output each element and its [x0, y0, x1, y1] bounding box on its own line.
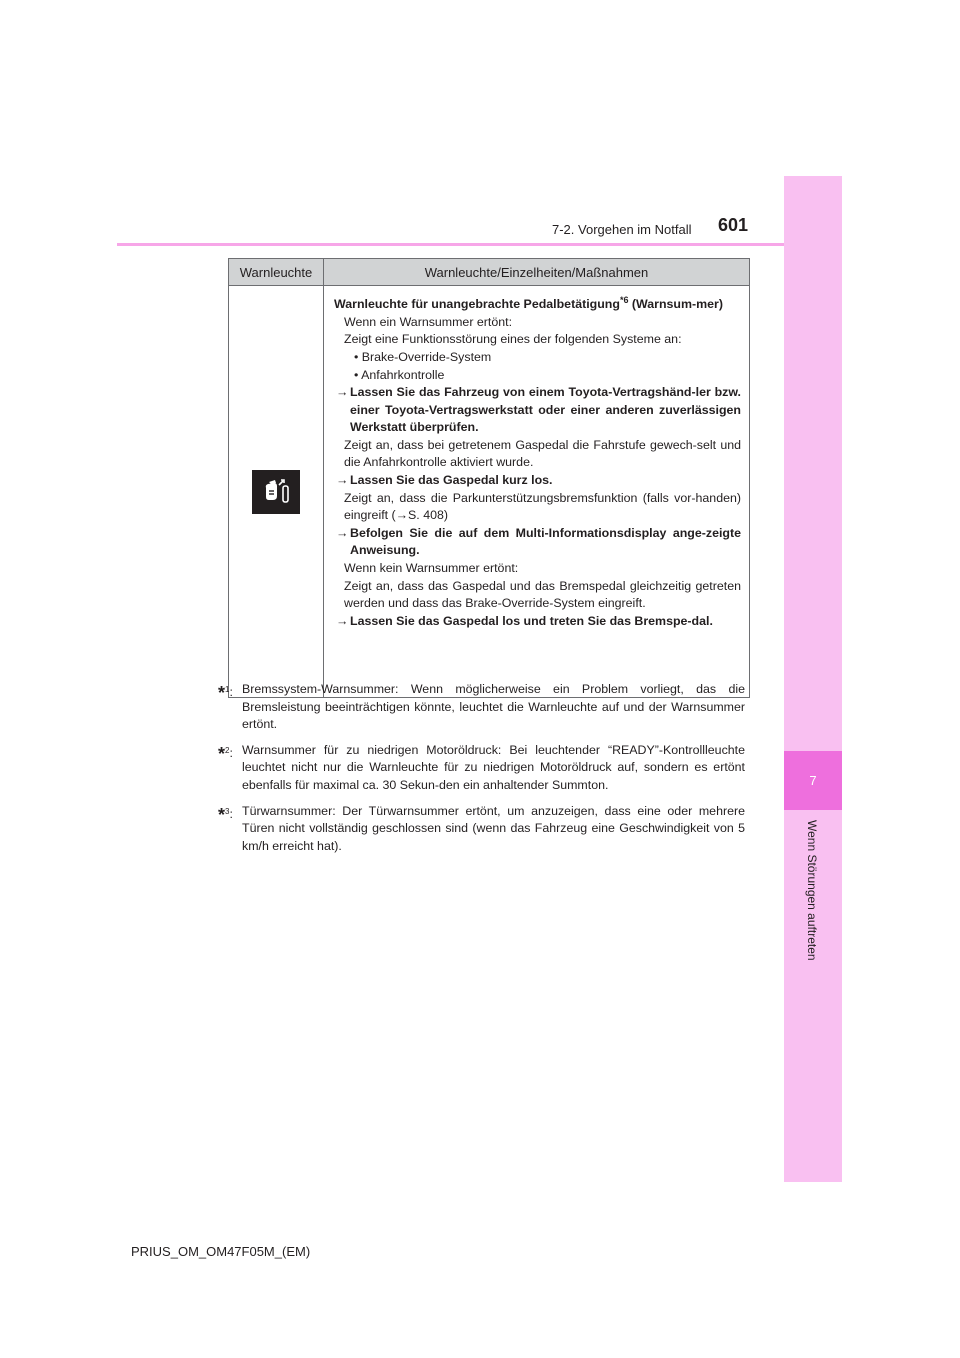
arrow-right-icon: → — [395, 508, 409, 523]
info-text: Zeigt an, dass die Parkunterstützungsbremsfunktion (falls vor-handen) eingreift (→S. 408) — [344, 490, 741, 523]
chapter-side-strip — [784, 176, 842, 1182]
condition-buzzer: Wenn ein Warnsummer ertönt: — [344, 314, 513, 329]
info-text: Zeigt an, dass das Gaspedal und das Bremspedal gleichzeitig getreten werden und dass das Brake-Override-System eingreift. — [344, 578, 741, 611]
header-rule — [117, 243, 784, 246]
list-item: • Anfahrkontrolle — [354, 367, 445, 382]
warning-title: Warnleuchte für unangebrachte Pedalbetätigung$^{*6}$ (Warnsum-mer) — [334, 295, 723, 312]
info-text: Zeigt an, dass bei getretenem Gaspedal die Fahrstufe gewech-selt und die Anfahrkontrolle aktiviert wurde. — [344, 437, 741, 470]
warning-description-cell — [324, 286, 750, 698]
table-header-row — [229, 259, 750, 286]
footnote-2: *$^2$: Warnsummer für zu niedrigen Motoröldruck: Bei leuchtender “READY”-Kontrollleuchte leuchtet nicht nur die Warnleuchte für zu niedrigen Motoröldruck auf, sondern es ertönt ebenfalls für maximal ca. 30 Sekun-den ein anhaltender Summton. — [218, 742, 745, 795]
document-id: PRIUS_OM_OM47F05M_(EM) — [131, 1244, 311, 1259]
footnote-text: Warnsummer für zu niedrigen Motoröldruck: Bei leuchtender “READY”-Kontrollleuchte leuchtet nicht nur die Warnleuchte für zu niedrigen Motoröldruck auf, sondern es ertönt ebenfalls für maximal ca. 30 Sekun-den ein anhaltender Summton. — [242, 742, 745, 792]
chapter-title-vertical: Wenn Störungen auftreten — [805, 820, 819, 961]
warning-light-table — [228, 258, 750, 698]
footnote-text: Türwarnsummer: Der Türwarnsummer ertönt, um anzuzeigen, dass eine oder mehrere Türen nicht vollständig geschlossen sind (wenn das Fahrzeug eine Geschwindigkeit von 5 km/h erreicht hat). — [242, 803, 745, 853]
warning-icon-cell — [229, 286, 324, 698]
footnote-1: *$^1$: Bremssystem-Warnsummer: Wenn möglicherweise ein Problem vorliegt, das die Bremsleistung beeinträchtigen könnte, leuchtet die Warnleuchte auf und der Warnsummer ertönt. — [218, 681, 745, 734]
pedal-warning-icon — [252, 470, 300, 514]
condition-no-buzzer: Wenn kein Warnsummer ertönt: — [344, 561, 519, 576]
page-reference-link[interactable]: S. 408) — [408, 508, 448, 523]
arrow-right-icon: → — [336, 473, 349, 488]
footnote-star: * — [218, 743, 226, 764]
footnote-star: * — [218, 683, 226, 703]
chapter-number-tab[interactable]: 7 — [784, 751, 842, 810]
footnote-3: *$^3$: Türwarnsummer: Der Türwarnsummer ertönt, um anzuzeigen, dass eine oder mehrere Türen nicht vollständig geschlossen sind (wenn das Fahrzeug eine Geschwindigkeit von 5 km/h erreicht hat). — [218, 803, 745, 856]
footnote-text: Bremssystem-Warnsummer: Wenn möglicherweise ein Problem vorliegt, das die Bremsleistung beeinträchtigen könnte, leuchtet die Warnleuchte auf und der Warnsummer ertönt. — [242, 682, 745, 732]
table-header-warnleuchte: Warnleuchte — [229, 259, 324, 286]
footnote-star: * — [218, 804, 226, 825]
arrow-right-icon: → — [336, 613, 349, 628]
action-item: → Lassen Sie das Fahrzeug von einem Toyota-Vertragshänd-ler bzw. einer Toyota-Vertragswerkstatt oder einer anderen zuverlässigen Werkstatt überprüfen. — [334, 384, 741, 437]
list-item: • Brake-Override-System — [354, 349, 492, 364]
table-header-details: Warnleuchte/Einzelheiten/Maßnahmen — [324, 259, 750, 286]
arrow-right-icon: → — [336, 385, 349, 400]
footnotes — [218, 681, 745, 863]
action-item: → Lassen Sie das Gaspedal los und treten Sie das Bremspe-dal. — [334, 613, 741, 631]
section-title: 7-2. Vorgehen im Notfall — [552, 222, 692, 237]
action-item: → Lassen Sie das Gaspedal kurz los. — [334, 472, 741, 490]
malfunction-text: Zeigt eine Funktionsstörung eines der folgenden Systeme an: — [344, 332, 682, 347]
action-item: → Befolgen Sie die auf dem Multi-Informationsdisplay ange-zeigte Anweisung. — [334, 525, 741, 560]
arrow-right-icon: → — [336, 525, 349, 540]
page-number: 601 — [718, 215, 749, 235]
table-row — [229, 286, 750, 698]
